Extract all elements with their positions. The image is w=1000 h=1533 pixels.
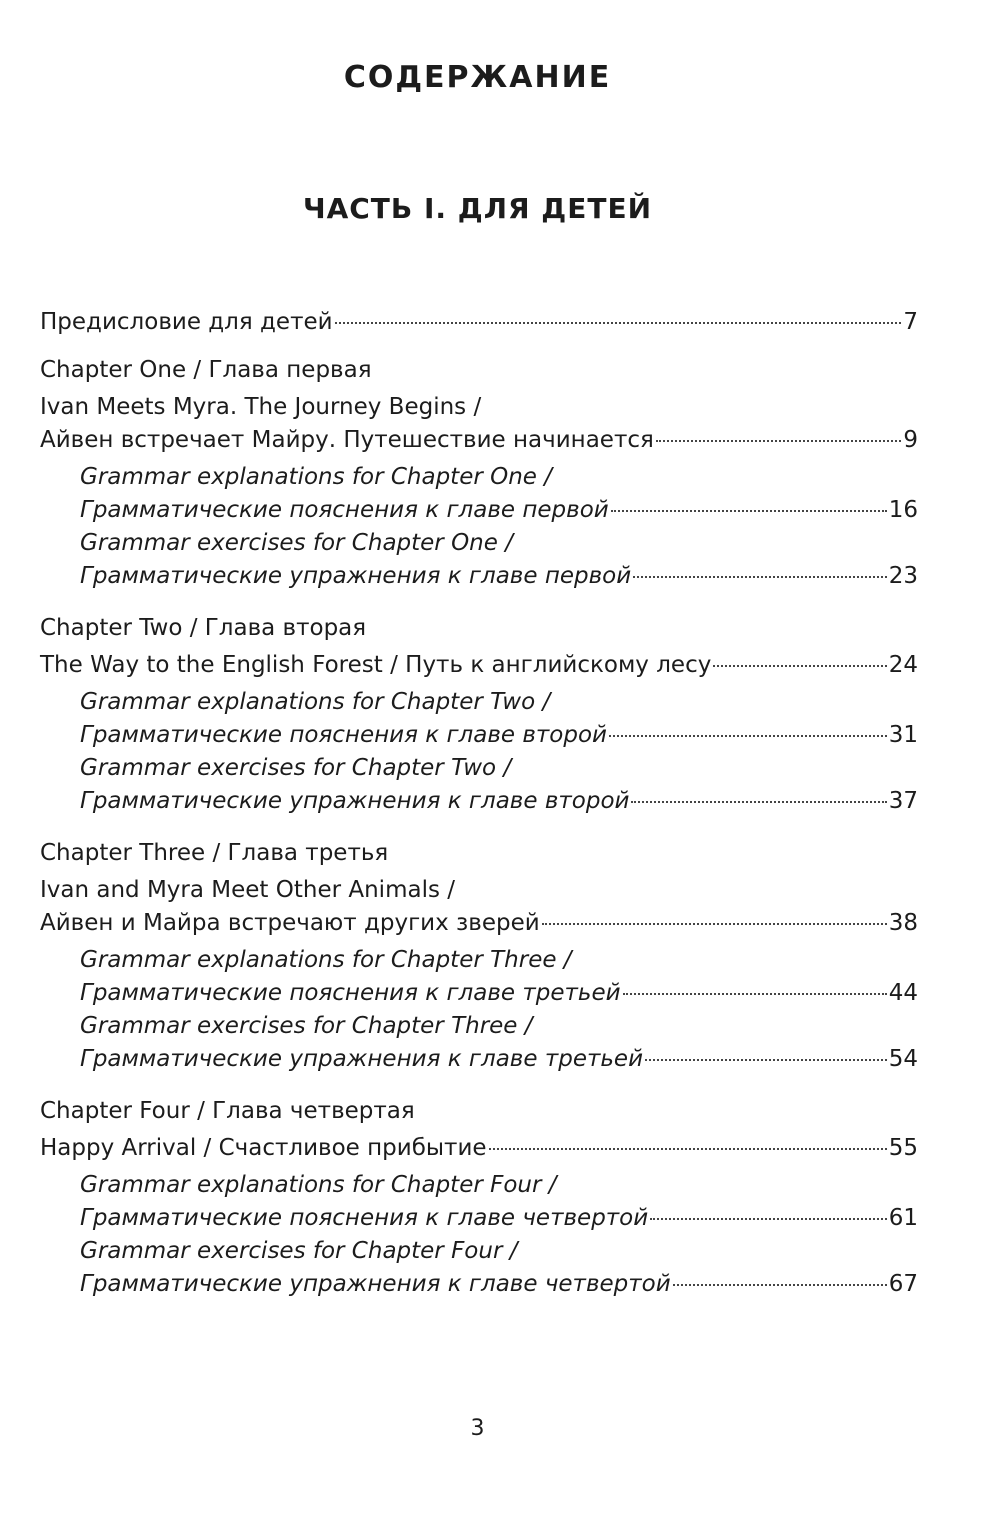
toc-entry-title: Happy Arrival / Счастливое прибытие: [40, 1135, 487, 1161]
table-of-contents: [40, 306, 918, 1301]
toc-page-number: 23: [888, 563, 918, 589]
toc-entry-preface[interactable]: [40, 306, 918, 339]
toc-entry-story-line: Ivan Meets Myra. The Journey Begins /: [40, 394, 482, 420]
toc-entry-explanations[interactable]: [40, 977, 918, 1010]
dot-leader: [542, 923, 887, 925]
toc-page-number: 55: [888, 1135, 918, 1161]
toc-entry-explanations-line: Grammar explanations for Chapter Three /: [80, 947, 572, 973]
dot-leader: [489, 1148, 887, 1150]
toc-entry-story[interactable]: [40, 907, 918, 940]
page-title: СОДЕРЖАНИЕ: [343, 60, 612, 95]
toc-entry-title: Грамматические пояснения к главе четвертой: [80, 1205, 649, 1231]
toc-entry-explanations-line: Grammar explanations for Chapter One /: [80, 464, 553, 490]
toc-entry-explanations[interactable]: [40, 719, 918, 752]
toc-entry-exercises-line: Grammar exercises for Chapter Two /: [80, 755, 512, 781]
chapter-heading: Chapter Four / Глава четвертая: [40, 1098, 415, 1124]
page-number: 3: [470, 1416, 485, 1441]
toc-entry-title: Айвен и Майра встречают других зверей: [40, 910, 540, 936]
toc-page-number: 9: [903, 427, 918, 453]
chapter-heading: Chapter Three / Глава третья: [40, 840, 389, 866]
toc-entry-title: Грамматические упражнения к главе четвертой: [80, 1271, 671, 1297]
toc-page-number: 31: [888, 722, 918, 748]
toc-page-number: 16: [888, 497, 918, 523]
toc-page-number: 61: [888, 1205, 918, 1231]
dot-leader: [623, 993, 887, 995]
toc-entry-explanations[interactable]: [40, 1202, 918, 1235]
toc-entry-exercises[interactable]: [40, 1268, 918, 1301]
toc-entry-exercises-line: Grammar exercises for Chapter Three /: [80, 1013, 533, 1039]
toc-page-number: 54: [888, 1046, 918, 1072]
dot-leader: [609, 735, 887, 737]
toc-entry-title: Грамматические упражнения к главе второй: [80, 788, 630, 814]
part-title: ЧАСТЬ I. ДЛЯ ДЕТЕЙ: [302, 192, 653, 225]
toc-entry-title: Грамматические упражнения к главе первой: [80, 563, 632, 589]
toc-entry-story[interactable]: [40, 649, 918, 682]
toc-entry-story[interactable]: [40, 424, 918, 457]
dot-leader: [611, 510, 887, 512]
toc-page-number: 67: [888, 1271, 918, 1297]
dot-leader: [650, 1218, 887, 1220]
chapter-heading: Chapter Two / Глава вторая: [40, 615, 367, 641]
toc-entry-exercises[interactable]: [40, 1043, 918, 1076]
toc-page-number: 7: [903, 309, 918, 335]
toc-entry-title: Грамматические пояснения к главе второй: [80, 722, 607, 748]
toc-entry-exercises[interactable]: [40, 785, 918, 818]
dot-leader: [631, 801, 886, 803]
toc-entry-title: Грамматические упражнения к главе третьей: [80, 1046, 644, 1072]
toc-page-number: 44: [888, 980, 918, 1006]
toc-entry-story[interactable]: [40, 1132, 918, 1165]
toc-entry-story-line: Ivan and Myra Meet Other Animals /: [40, 877, 455, 903]
toc-entry-title: Предисловие для детей: [40, 309, 333, 335]
toc-page-number: 38: [888, 910, 918, 936]
toc-entry-exercises[interactable]: [40, 560, 918, 593]
toc-entry-exercises-line: Grammar exercises for Chapter Four /: [80, 1238, 518, 1264]
toc-page-number: 37: [888, 788, 918, 814]
toc-entry-title: Грамматические пояснения к главе первой: [80, 497, 609, 523]
dot-leader: [633, 576, 887, 578]
toc-entry-explanations-line: Grammar explanations for Chapter Four /: [80, 1172, 557, 1198]
dot-leader: [645, 1059, 887, 1061]
toc-entry-explanations-line: Grammar explanations for Chapter Two /: [80, 689, 551, 715]
toc-entry-explanations[interactable]: [40, 494, 918, 527]
toc-page-number: 24: [888, 652, 918, 678]
toc-entry-title: Айвен встречает Майру. Путешествие начинается: [40, 427, 654, 453]
toc-entry-exercises-line: Grammar exercises for Chapter One /: [80, 530, 513, 556]
toc-entry-title: Грамматические пояснения к главе третьей: [80, 980, 621, 1006]
dot-leader: [335, 322, 902, 324]
dot-leader: [656, 440, 902, 442]
chapter-heading: Chapter One / Глава первая: [40, 357, 372, 383]
dot-leader: [713, 665, 886, 667]
toc-entry-title: The Way to the English Forest / Путь к английскому лесу: [40, 652, 712, 678]
dot-leader: [673, 1284, 887, 1286]
